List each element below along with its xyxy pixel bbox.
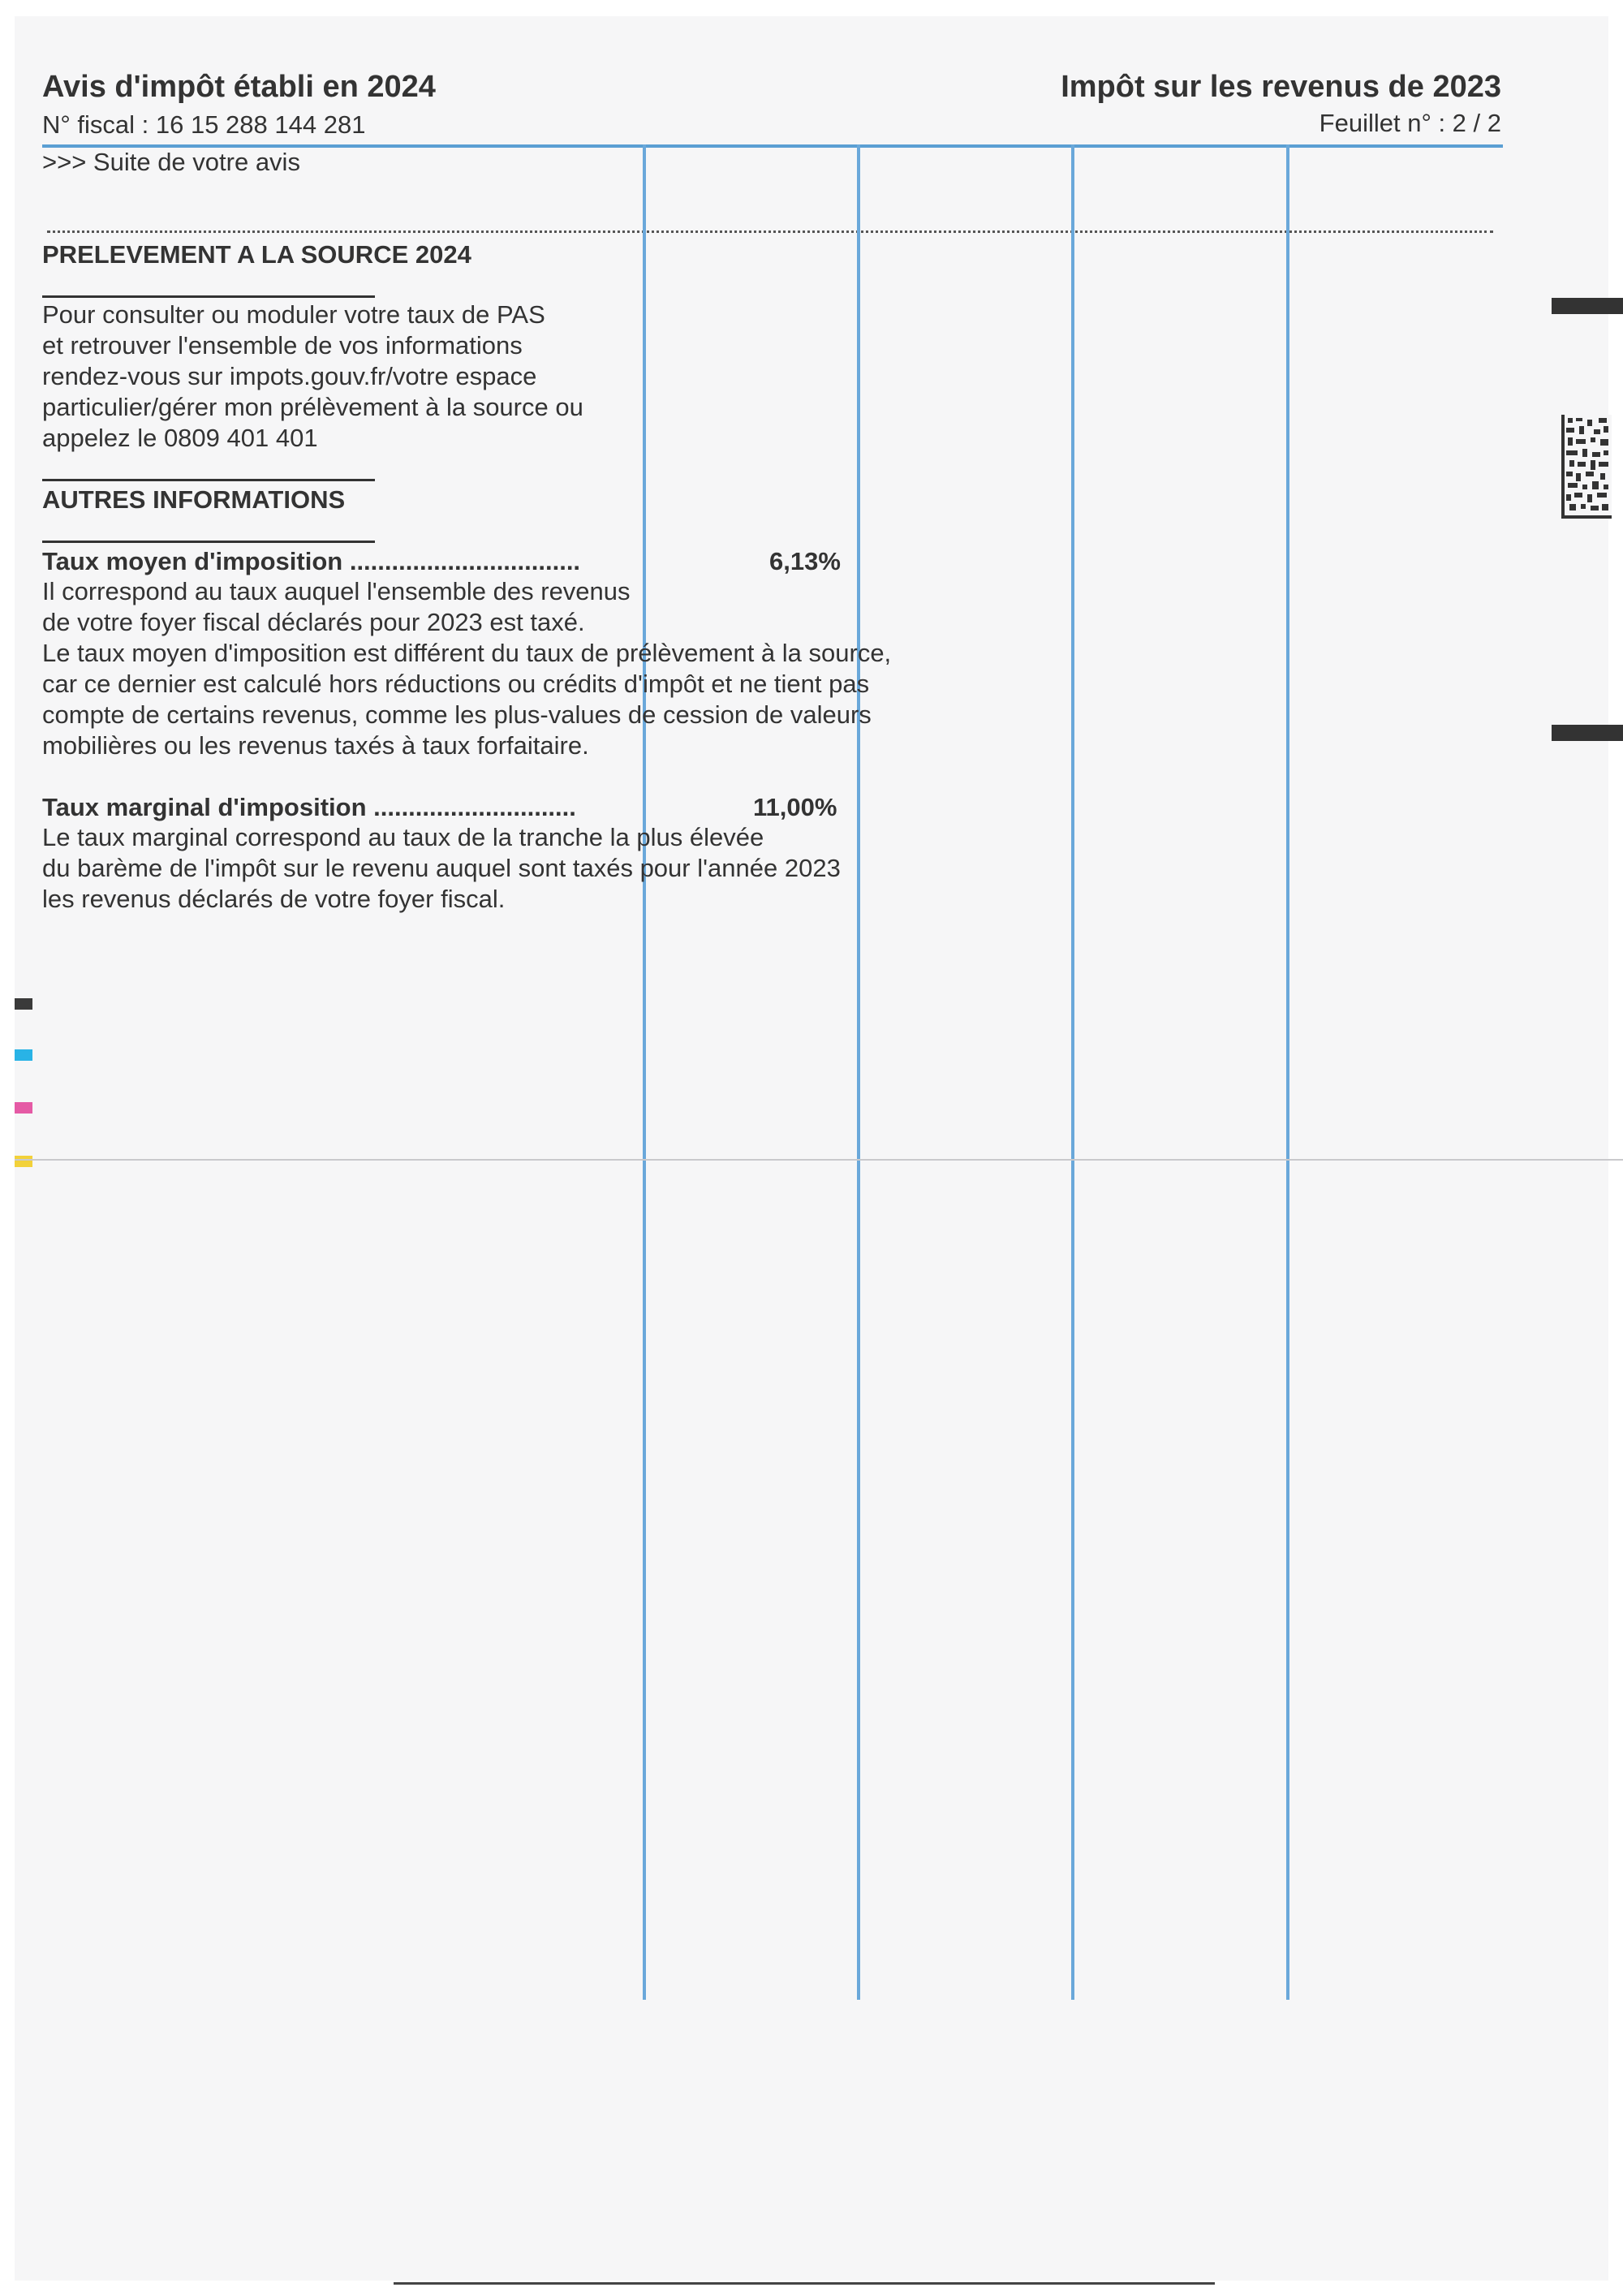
taux-moyen-line: compte de certains revenus, comme les plus-values de cession de valeurs [42, 700, 872, 729]
taux-moyen-line: de votre foyer fiscal déclarés pour 2023 est taxé. [42, 608, 585, 636]
color-swatch-magenta [15, 1102, 32, 1114]
autres-section-title: AUTRES INFORMATIONS [42, 485, 346, 514]
notice-title: Avis d'impôt établi en 2024 [42, 70, 436, 104]
autres-section-rule-top [42, 479, 375, 481]
pas-line: appelez le 0809 401 401 [42, 424, 318, 452]
pas-section-rule [42, 295, 375, 298]
registration-mark-top [1552, 298, 1623, 314]
taux-moyen-value: 6,13% [769, 547, 841, 575]
taux-marginal-value: 11,00% [753, 793, 837, 821]
taux-marginal-label: Taux marginal d'imposition ............................. [42, 793, 576, 821]
column-rule-1 [643, 144, 646, 2000]
pas-line: et retrouver l'ensemble de vos informations [42, 331, 523, 360]
sheet-number: Feuillet n° : 2 / 2 [1319, 109, 1501, 137]
taux-moyen-label: Taux moyen d'imposition ................................. [42, 547, 581, 575]
column-rule-3 [1071, 144, 1074, 2000]
taux-marginal-text [42, 822, 841, 915]
bottom-rule [394, 2282, 1215, 2285]
pas-line: particulier/gérer mon prélèvement à la source ou [42, 393, 583, 421]
dotted-separator [47, 230, 1493, 233]
pas-info-text [42, 299, 583, 454]
color-swatch-black [15, 998, 32, 1010]
column-rule-4 [1286, 144, 1289, 2000]
taux-moyen-line: Le taux moyen d'imposition est différent du taux de prélèvement à la source, [42, 639, 892, 667]
continuation-note: >>> Suite de votre avis [42, 148, 300, 176]
color-swatch-yellow [15, 1156, 32, 1167]
paper-fold-line [15, 1159, 1623, 1161]
taux-moyen-line: mobilières ou les revenus taxés à taux forfaitaire. [42, 731, 589, 760]
pas-line: Pour consulter ou moduler votre taux de PAS [42, 300, 545, 329]
taux-moyen-line: Il correspond au taux auquel l'ensemble des revenus [42, 577, 631, 605]
pas-line: rendez-vous sur impots.gouv.fr/votre espace [42, 362, 537, 390]
registration-mark-middle [1552, 725, 1623, 741]
datamatrix-code-icon [1561, 415, 1612, 519]
pas-section-title: PRELEVEMENT A LA SOURCE 2024 [42, 240, 471, 269]
taux-marginal-line: Le taux marginal correspond au taux de la tranche la plus élevée [42, 823, 764, 851]
color-swatch-cyan [15, 1049, 32, 1061]
autres-section-rule [42, 541, 375, 543]
taux-moyen-text [42, 576, 891, 761]
column-rule-2 [857, 144, 860, 2000]
income-year-title: Impôt sur les revenus de 2023 [1061, 70, 1501, 104]
taux-marginal-line: les revenus déclarés de votre foyer fiscal. [42, 885, 506, 913]
fiscal-number: N° fiscal : 16 15 288 144 281 [42, 110, 366, 139]
taux-moyen-line: car ce dernier est calculé hors réductions ou crédits d'impôt et ne tient pas [42, 670, 870, 698]
taux-marginal-line: du barème de l'impôt sur le revenu auquel sont taxés pour l'année 2023 [42, 854, 841, 882]
